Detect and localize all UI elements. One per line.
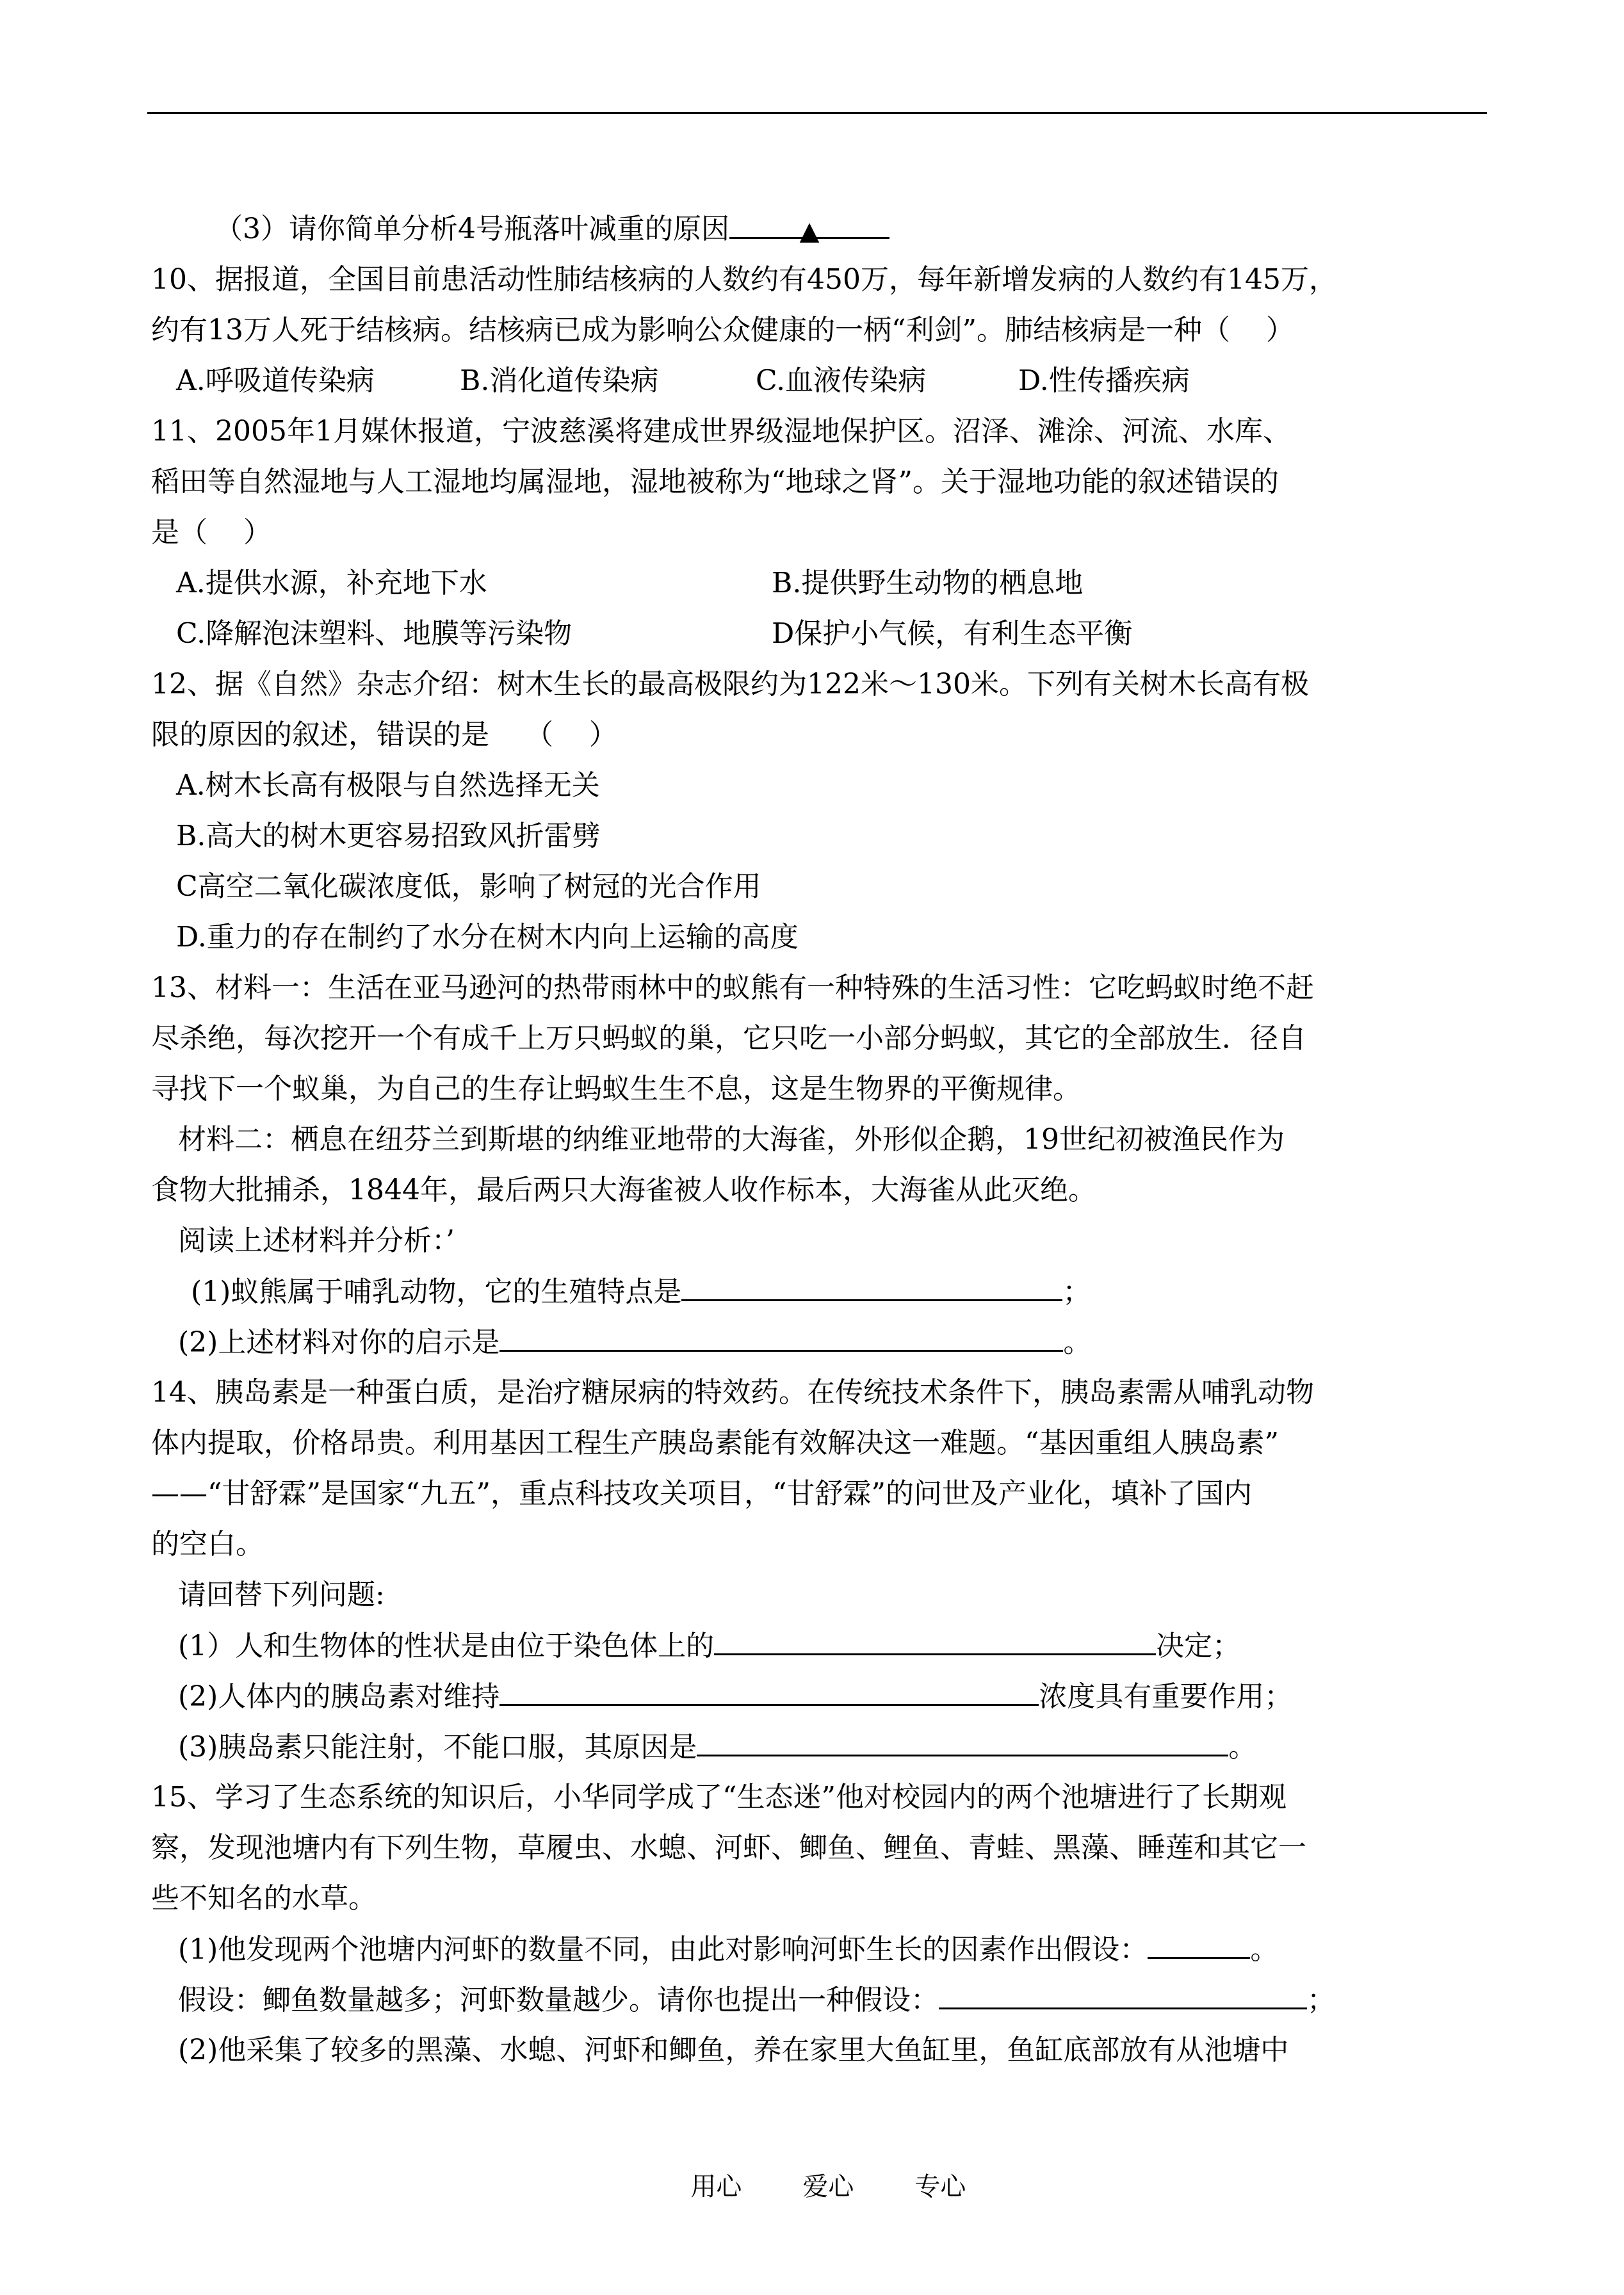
q15-sub1-blank: [1148, 1931, 1250, 1959]
q15-line3: 些不知名的水草。: [151, 1882, 377, 1915]
q10-line2: 约有13万人死于结核病。结核病已成为影响公众健康的一柄“利剑”。肺结核病是一种（ ）: [151, 314, 1294, 346]
q11-line3: 是（ ）: [151, 516, 272, 549]
q9-part3-blank: ▲: [729, 211, 889, 239]
q13-material1-line1: 13、材料一：生活在亚马逊河的热带雨林中的蚁熊有一种特殊的生活习性：它吃蚂蚁时绝不赶: [151, 971, 1314, 1004]
q15-sub2: (2)他采集了较多的黑藻、水螅、河虾和鲫鱼，养在家里大鱼缸里，鱼缸底部放有从池塘中: [178, 2034, 1289, 2066]
q12-option-d: D.重力的存在制约了水分在树木内向上运输的高度: [176, 921, 799, 953]
footer-item: 用心: [690, 2172, 742, 2202]
header-rule: [147, 112, 1487, 114]
q11-line1: 11、2005年1月媒休报道，宁波慈溪将建成世界级湿地保护区。沼泽、滩涂、河流、水库、: [151, 415, 1291, 448]
q9-part3: （3）请你简单分析4号瓶落叶减重的原因 ▲: [215, 211, 889, 247]
q13-material1-line2: 尽杀绝，每次挖开一个有成千上万只蚂蚁的巢，它只吃一小部分蚂蚁，其它的全部放生．径自: [151, 1022, 1306, 1055]
q11-option-c: C.降解泡沫塑料、地膜等污染物: [176, 617, 572, 650]
footer-item: 爱心: [802, 2172, 854, 2202]
q12-line1: 12、据《自然》杂志介绍：树木生长的最高极限约为122米～130米。下列有关树木长高有极: [151, 668, 1309, 701]
q12-option-a: A.树木长高有极限与自然选择无关: [176, 769, 600, 802]
q13-material2-line1: 材料二：栖息在纽芬兰到斯堪的纳维亚地带的大海雀，外形似企鹅，19世纪初被渔民作为: [178, 1123, 1285, 1156]
q14-sub1-blank: [714, 1628, 1156, 1655]
q11-line2: 稻田等自然湿地与人工湿地均属湿地，湿地被称为“地球之肾”。关于湿地功能的叙述错误的: [151, 466, 1279, 498]
q14-line4: 的空白。: [151, 1528, 264, 1561]
q15-line2: 察，发现池塘内有下列生物，草履虫、水螅、河虾、鲫鱼、鲤鱼、青蛙、黑藻、睡莲和其它一: [151, 1831, 1306, 1864]
q14-sub3-blank: [697, 1729, 1228, 1756]
page-footer: [0, 2139, 1624, 2235]
q15-hypothesis: 假设：鲫鱼数量越多；河虾数量越少。请你也提出一种假设： ；: [178, 1982, 1335, 2018]
q10-option-c: C.血液传染病: [756, 364, 927, 397]
q15-line1: 15、学习了生态系统的知识后，小华同学成了“生态迷”他对校园内的两个池塘进行了长期观: [151, 1781, 1287, 1813]
q12-option-b: B.高大的树木更容易招致风折雷劈: [176, 820, 601, 852]
q11-option-a: A.提供水源，补充地下水: [176, 567, 487, 599]
q13-material2-line2: 食物大批捕杀，1844年，最后两只大海雀被人收作标本，大海雀从此灭绝。: [151, 1174, 1096, 1206]
q14-sub1: (1）人和生物体的性状是由位于染色体上的 决定；: [178, 1628, 1240, 1664]
q13-sub1-blank: [681, 1274, 1062, 1301]
q12-option-c: C高空二氧化碳浓度低，影响了树冠的光合作用: [176, 870, 761, 903]
footer-item: 专心: [914, 2172, 966, 2202]
q13-material1-line3: 寻找下一个蚁巢，为自己的生存让蚂蚁生生不息，这是生物界的平衡规律。: [151, 1073, 1081, 1105]
q14-line1: 14、胰岛素是一种蛋白质，是治疗糖尿病的特效药。在传统技术条件下，胰岛素需从哺乳动物: [151, 1376, 1314, 1409]
q14-prompt: 请回替下列问题:: [178, 1578, 385, 1611]
q10-option-a: A.呼吸道传染病: [176, 364, 375, 397]
q14-line3: ——“甘舒霖”是国家“九五”，重点科技攻关项目，“甘舒霖”的问世及产业化，填补了国内: [151, 1477, 1252, 1510]
q13-sub1: (1)蚁熊属于哺乳动物，它的生殖特点是 ；: [191, 1274, 1091, 1310]
q10-line1: 10、据报道，全国目前患活动性肺结核病的人数约有450万，每年新增发病的人数约有145万，: [151, 263, 1337, 296]
q11-option-b: B.提供野生动物的栖息地: [772, 567, 1084, 599]
q12-line2: 限的原因的叙述，错误的是 （ ）: [151, 718, 617, 751]
q11-option-d: D保护小气候，有利生态平衡: [772, 617, 1133, 650]
q14-sub3: (3)胰岛素只能注射，不能口服，其原因是 。: [178, 1729, 1256, 1765]
q14-line2: 体内提取，价格昂贵。利用基因工程生产胰岛素能有效解决这一难题。“基因重组人胰岛素”: [151, 1427, 1279, 1459]
q13-sub2-blank: [499, 1324, 1063, 1352]
q15-sub1: (1)他发现两个池塘内河虾的数量不同，由此对影响河虾生长的因素作出假设： 。: [178, 1931, 1278, 1968]
q14-sub2: (2)人体内的胰岛素对维持 浓度具有重要作用；: [178, 1678, 1292, 1715]
q10-option-d: D.性传播疾病: [1018, 364, 1190, 397]
q10-option-b: B.消化道传染病: [460, 364, 659, 397]
q13-sub2: (2)上述材料对你的启示是 。: [178, 1324, 1091, 1361]
q13-prompt: 阅读上述材料并分析：’: [178, 1224, 455, 1257]
q15-hypothesis-blank: [939, 1982, 1307, 2009]
q14-sub2-blank: [499, 1678, 1039, 1706]
